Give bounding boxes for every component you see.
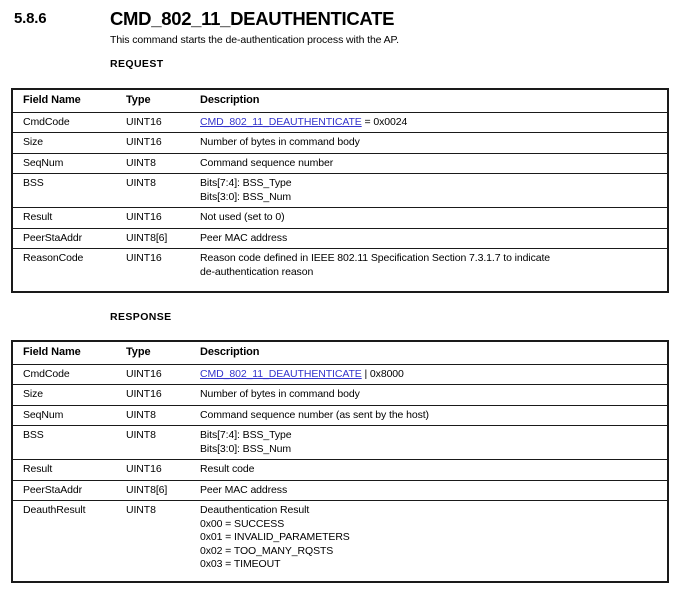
description-line: 0x03 = TIMEOUT xyxy=(200,558,281,570)
cell-type: UINT8 xyxy=(120,426,192,460)
command-link[interactable]: CMD_802_11_DEAUTHENTICATE xyxy=(200,115,362,128)
cell-description xyxy=(192,174,667,208)
cell-type: UINT16 xyxy=(120,112,192,133)
cell-field-name: SeqNum xyxy=(13,405,120,426)
cell-description xyxy=(192,249,667,283)
table-row xyxy=(13,460,667,481)
cell-description xyxy=(192,112,667,133)
cell-field-name: PeerStaAddr xyxy=(13,480,120,501)
column-header-field-name: Field Name xyxy=(13,342,120,364)
cell-field-name: BSS xyxy=(13,426,120,460)
cell-field-name: DeauthResult xyxy=(23,504,86,516)
cell-description xyxy=(192,385,667,406)
cell-field-name: Result xyxy=(13,208,120,229)
cell-description xyxy=(192,460,667,481)
cell-field-name: ReasonCode xyxy=(23,252,84,264)
cell-field-name: SeqNum xyxy=(13,153,120,174)
table-row xyxy=(13,364,667,385)
request-label: REQUEST xyxy=(110,58,164,70)
table-row xyxy=(13,501,667,575)
request-table-body xyxy=(13,112,667,282)
cell-field-name: Result xyxy=(13,460,120,481)
description-line: Bits[7:4]: BSS_Type xyxy=(200,429,292,441)
section-heading xyxy=(0,8,692,34)
command-value: = 0x0024 xyxy=(361,115,408,128)
description-line: Number of bytes in command body xyxy=(200,388,360,400)
page-title: CMD_802_11_DEAUTHENTICATE xyxy=(110,8,395,29)
description-line: Reason code defined in IEEE 802.11 Specification Section 7.3.1.7 to indicate xyxy=(200,252,551,264)
table-row xyxy=(13,153,667,174)
cell-description xyxy=(192,405,667,426)
command-link[interactable]: CMD_802_11_DEAUTHENTICATE xyxy=(200,367,362,380)
description-line: 0x02 = TOO_MANY_RQSTS xyxy=(200,544,334,557)
cell-type: UINT16 xyxy=(120,460,192,481)
column-header-description: Description xyxy=(192,90,667,112)
description-line: de-authentication reason xyxy=(200,265,314,278)
table-row xyxy=(13,480,667,501)
table-row xyxy=(13,112,667,133)
table-row xyxy=(13,133,667,154)
cell-type: UINT16 xyxy=(120,133,192,154)
section-number: 5.8.6 xyxy=(14,10,47,27)
cell-description xyxy=(192,364,667,385)
table-row xyxy=(13,405,667,426)
description-line: Result code xyxy=(200,463,255,475)
cell-description xyxy=(192,228,667,249)
cell-type: UINT8[6] xyxy=(120,480,192,501)
cell-description xyxy=(192,480,667,501)
description-line: Bits[7:4]: BSS_Type xyxy=(200,177,292,189)
cell-field-name: Size xyxy=(13,385,120,406)
cell-description xyxy=(192,208,667,229)
cell-type: UINT16 xyxy=(120,364,192,385)
description-line: Bits[3:0]: BSS_Num xyxy=(200,190,291,203)
description-line: Not used (set to 0) xyxy=(200,211,285,223)
cell-type: UINT8 xyxy=(120,174,192,208)
description-line: Number of bytes in command body xyxy=(200,136,360,148)
description-line: Peer MAC address xyxy=(200,231,288,244)
command-value: | 0x8000 xyxy=(361,367,404,380)
cell-type: UINT8 xyxy=(120,153,192,174)
cell-description xyxy=(192,501,667,575)
cell-type: UINT8 xyxy=(120,405,192,426)
description-line: Bits[3:0]: BSS_Num xyxy=(200,442,291,455)
cell-description xyxy=(192,153,667,174)
description-line: Command sequence number (as sent by the host) xyxy=(200,408,429,421)
column-header-description: Description xyxy=(192,342,667,364)
table-header-row xyxy=(13,90,667,112)
cell-type: UINT16 xyxy=(126,252,162,264)
cell-field-name: CmdCode xyxy=(13,112,120,133)
cell-type: UINT16 xyxy=(120,385,192,406)
cell-description xyxy=(192,133,667,154)
cell-field-name: BSS xyxy=(13,174,120,208)
table-row xyxy=(13,174,667,208)
table-row xyxy=(13,228,667,249)
request-table-container xyxy=(11,88,669,293)
table-header-row xyxy=(13,342,667,364)
response-table xyxy=(13,342,667,575)
description-line: Deauthentication Result xyxy=(200,504,310,516)
cell-field-name: PeerStaAddr xyxy=(13,228,120,249)
column-header-field-name: Field Name xyxy=(13,90,120,112)
cell-description xyxy=(192,426,667,460)
description-line: Peer MAC address xyxy=(200,483,288,496)
description-line: 0x01 = INVALID_PARAMETERS xyxy=(200,531,350,543)
response-label: RESPONSE xyxy=(110,311,172,323)
cell-field-name: CmdCode xyxy=(13,364,120,385)
table-row xyxy=(13,208,667,229)
column-header-type: Type xyxy=(120,90,192,112)
request-table xyxy=(13,90,667,282)
description-line: Command sequence number xyxy=(200,156,334,169)
cell-type: UINT16 xyxy=(120,208,192,229)
cell-type: UINT8 xyxy=(126,504,156,516)
table-row xyxy=(13,385,667,406)
column-header-type: Type xyxy=(120,342,192,364)
section-description: This command starts the de-authentication process with the AP. xyxy=(110,34,399,46)
cell-field-name: Size xyxy=(13,133,120,154)
description-line: 0x00 = SUCCESS xyxy=(200,517,285,530)
response-table-body xyxy=(13,364,667,575)
response-table-container xyxy=(11,340,669,583)
cell-type: UINT8[6] xyxy=(120,228,192,249)
table-row xyxy=(13,249,667,283)
table-row xyxy=(13,426,667,460)
